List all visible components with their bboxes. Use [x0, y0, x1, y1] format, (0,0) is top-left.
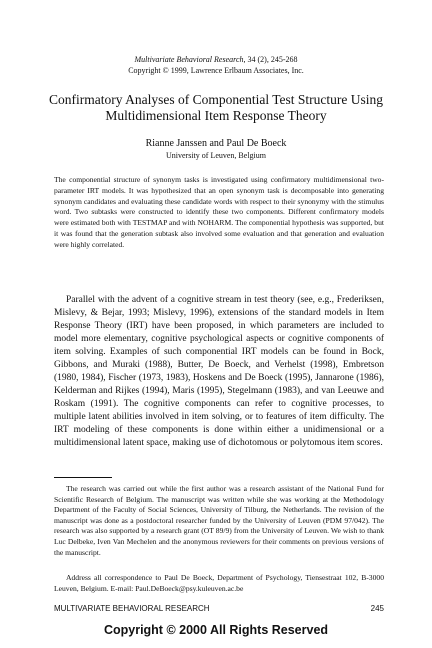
abstract: The componential structure of synonym tasks is investigated using confirmatory multidimensional two-parameter IRT models. It was hypothesized that an open synonym task is decomposable into generating synonym candidates and evaluating these candidate words with respect to their synonymy with the stimulus word. Two subtasks were constructed to identify these two components. Different confirmatory models were estimated both with TESTMAP and with NOHARM. The componential hypothesis was supported, but it was found that the generation subtask also involved some evaluation and that generation and evaluation were highly correlated. [54, 175, 384, 249]
volume-pages: , 34 (2), 245-268 [243, 55, 298, 64]
journal-name: Multivariate Behavioral Research [134, 55, 244, 64]
journal-citation [0, 55, 432, 65]
running-footer-journal: MULTIVARIATE BEHAVIORAL RESEARCH [54, 604, 210, 613]
page-number: 245 [370, 604, 384, 613]
article-authors: Rianne Janssen and Paul De Boeck [145, 138, 287, 149]
article-title: Confirmatory Analyses of Componential Test Structure Using Multidimensional Item Response Theory [48, 92, 383, 123]
publisher-copyright: Copyright © 1999, Lawrence Erlbaum Associates, Inc. [128, 66, 304, 75]
footnote-correspondence: Address all correspondence to Paul De Boeck, Department of Psychology, Tiensestraat 102, B-3000 Leuven, Belgium. E-mail: Paul.DeBoeck@psy.kuleuven.ac.be [54, 573, 384, 593]
body-paragraph: Parallel with the advent of a cognitive stream in test theory (see, e.g., Frederiksen, Mislevy, & Bejar, 1993; Mislevy, 1996), extensions of the standard models in Item Response Theory (IRT) have been proposed, in which parameters are included to model more elementary, cognitive psychological aspects or cognitive components of item solving. Examples of such componential IRT models can be found in Bock, Gibbons, and Muraki (1988), Butter, De Boeck, and Verhelst (1998), Embretson (1980, 1984), Fischer (1973, 1983), Hoskens and De Boeck (1995), Jannarone (1986), Kelderman and Rijkes (1994), Maris (1995), Stegelmann (1983), and van Leeuwe and Roskam (1991). The cognitive components can refer to cognitive processes, to multiple latent abilities involved in item solving, or to features of item difficulty. The IRT modeling of these components is done within either a unidimensional or a multidimensional latent space, making use of dichotomous or polytomous item scores. [54, 295, 384, 448]
footnote-acknowledgement: The research was carried out while the first author was a research assistant of the National Fund for Scientific Research of Belgium. The manuscript was written while she was working at the Methodology Department of the Faculty of Social Sciences, University of Tilburg, the Netherlands. The revision of the manuscript was done as a postdoctoral researcher funded by the University of Leuven (PDM 97/042). The research was also supported by a research grant (OT 89/9) from the University of Leuven. We wish to thank Luc Delbeke, Iven Van Mechelen and the anonymous reviewers for their comments on previous versions of the manuscript. [54, 484, 384, 557]
footnote-divider [54, 477, 112, 478]
copyright-banner: Copyright © 2000 All Rights Reserved [103, 623, 329, 637]
author-affiliation: University of Leuven, Belgium [166, 151, 266, 160]
